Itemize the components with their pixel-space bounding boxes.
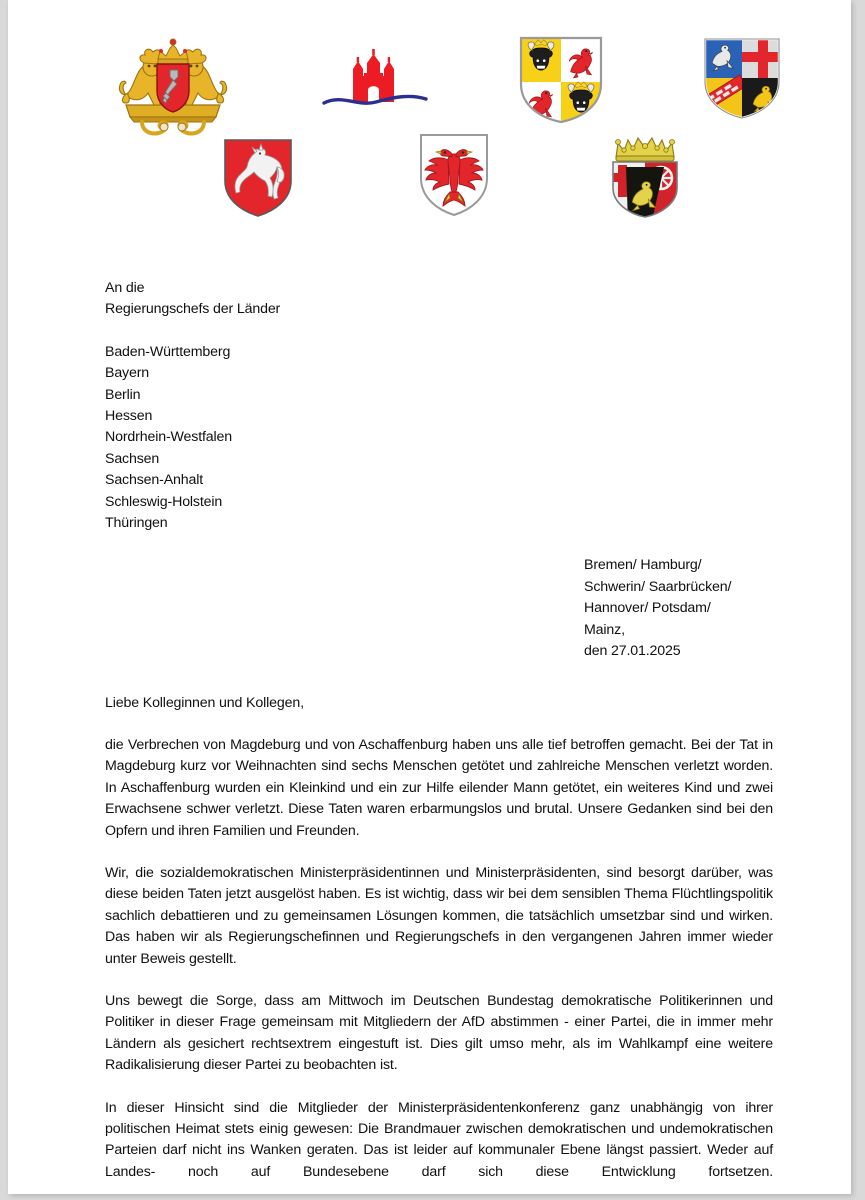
recipient-state-thueringen: Thüringen [105, 515, 168, 532]
brandenburg-coat-of-arms-icon [416, 132, 492, 220]
recipient-state-sachsen: Sachsen [105, 450, 160, 467]
document-page [8, 0, 851, 1194]
rheinland-pfalz-coat-of-arms-icon [606, 131, 684, 221]
hamburg-castle-wave-logo-icon [320, 47, 430, 117]
body-paragraph-1: die Verbrechen von Magdeburg und von Aschaffenburg haben uns alle tief betroffen gemacht. Bei der Tat in Magdeburg kurz vor Weihnachten sind sechs Menschen getötet und zahlreiche Menschen verletzt worden. In Aschaffenburg wurden ein Kleinkind und ein zur Hilfe eilender Mann getötet, ein weiteres Kind und zwei Erwachsene schwer verletzt. Diese Taten waren erbarmungslos und brutal. Unsere Gedanken sind bei den Opfern und ihren Familien und Freunden. [105, 736, 773, 839]
body-paragraph-3: Uns bewegt die Sorge, dass am Mittwoch im Deutschen Bundestag demokratische Politikerinnen und Politiker in dieser Frage gemeinsam mit Mitgliedern der AfD abstimmen - einer Partei, die in immer mehr Ländern als gesichert rechtsextrem eingestuft ist. Dies gilt umso mehr, als im Wahlkampf eine weitere Radikalisierung dieser Partei zu beobachten ist. [105, 992, 773, 1074]
recipient-state-sachsen-anhalt: Sachsen-Anhalt [105, 472, 204, 489]
recipient-address-block [105, 278, 773, 534]
recipient-line-2: Regierungschefs der Länder [105, 301, 281, 318]
dateline-date: den 27.01.2025 [584, 643, 681, 660]
dateline-line-1: Bremen/ Hamburg/ [584, 557, 702, 574]
body-paragraph-4: In dieser Hinsicht sind die Mitglieder der Ministerpräsidentenkonferenz ganz unabhängig von ihrer politischen Heimat stets einig gewesen: Die Brandmauer zwischen demokratischen und undemokratischen Parteien darf nicht ins Wanken geraten. Das ist leider auf kommunaler Ebene längst passiert. Weder auf Landes- noch auf Bundesebene darf sich diese Entwicklung fortsetzen. [105, 1099, 773, 1180]
letter-body [105, 278, 773, 1194]
address-spacer [105, 321, 773, 342]
dateline-line-3: Hannover/ Potsdam/ [584, 600, 711, 617]
recipient-state-nordrhein-westfalen: Nordrhein-Westfalen [105, 429, 232, 446]
recipient-state-schleswig-holstein: Schleswig-Holstein [105, 493, 223, 510]
bremen-coat-of-arms-icon [108, 33, 238, 138]
recipient-state-bayern: Bayern [105, 365, 150, 382]
recipient-state-baden-wuerttemberg: Baden-Württemberg [105, 343, 231, 360]
recipient-line-1: An die [105, 280, 145, 296]
body-paragraph-2: Wir, die sozialdemokratischen Ministerpräsidentinnen und Ministerpräsidenten, sind besorgt darüber, was diese beiden Taten jetzt ausgelöst haben. Es ist wichtig, dass wir bei dem sensiblen Thema Flüchtlingspolitik sachlich debattieren und zu gemeinsamen Lösungen kommen, die tatsächlich umsetzbar sind und wirken. Das haben wir als Regierungschefinnen und Regierungschefs in den vergangenen Jahren immer wieder unter Beweis gestellt. [105, 864, 773, 967]
salutation: Liebe Kolleginnen und Kollegen, [105, 694, 304, 711]
recipient-state-hessen: Hessen [105, 408, 153, 425]
dateline-block [584, 555, 844, 662]
mecklenburg-vorpommern-coat-of-arms-icon [513, 34, 609, 126]
niedersachsen-coat-of-arms-icon [221, 137, 295, 221]
recipient-state-berlin: Berlin [105, 386, 141, 403]
saarland-coat-of-arms-icon [700, 36, 784, 122]
dateline-line-4: Mainz, [584, 621, 625, 638]
dateline-line-2: Schwerin/ Saarbrücken/ [584, 578, 732, 595]
coat-of-arms-band [8, 0, 851, 230]
